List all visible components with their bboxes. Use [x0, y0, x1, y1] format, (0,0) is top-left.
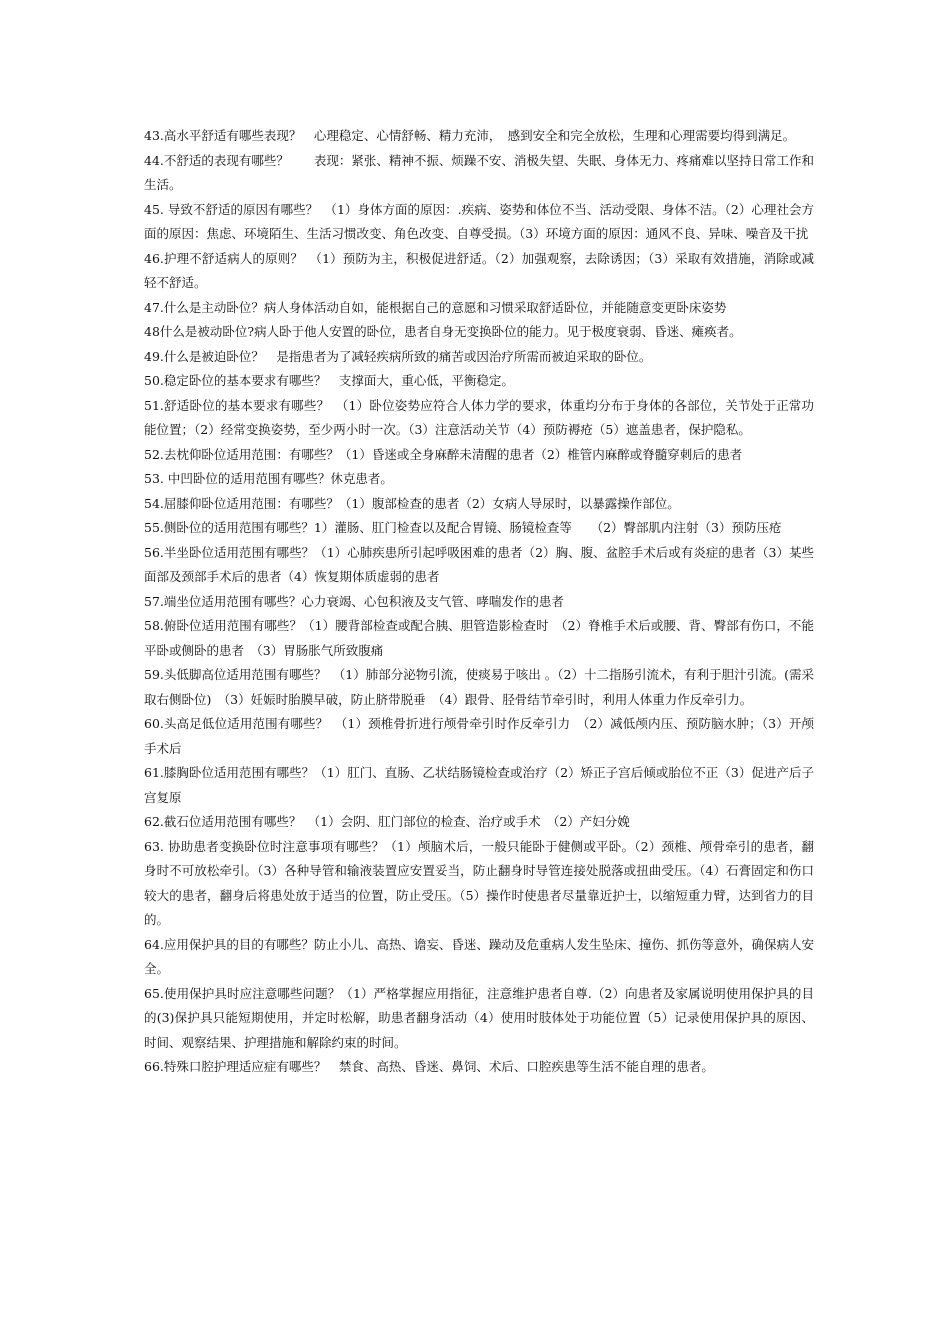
qa-item-54: 54.屈膝仰卧位适用范围：有哪些？（1）腹部检查的患者（2）女病人导尿时，以暴露操作部位。	[144, 495, 680, 511]
qa-item-48: 48什么是被动卧位?病人卧于他人安置的卧位，患者自身无变换卧位的能力。见于极度衰弱、昏迷、瘫痪者。	[144, 324, 742, 339]
qa-item-47: 47.什么是主动卧位？病人身体活动自如，能根据自己的意愿和习惯采取舒适卧位，并能随意变更卧床姿势	[144, 299, 727, 315]
qa-item-63: 63. 协助患者变换卧位时注意事项有哪些？（1）颅脑术后，一般只能卧于健侧或平卧。（2）颈椎、颅骨牵引的患者，翻身时不可放松牵引。（3）各种导管和输液装置应安置妥当，防止翻身时导管连接处脱落或扭曲受压。（4）石膏固定和伤口较大的患者，翻身后将患处放于适当的位置，防止受压。（5）操作时使患者尽量靠近护士，以缩短重力臂，达到省力的目的。	[144, 838, 814, 927]
qa-item-43: 43.高水平舒适有哪些表现？ 心理稳定、心情舒畅、精力充沛， 感到安全和完全放松，生理和心理需要均得到满足。	[144, 128, 796, 143]
qa-item-65: 65.使用保护具时应注意哪些问题？（1）严格掌握应用指征，注意维护患者自尊.（2）向患者及家属说明使用保护具的目的(3)保护具只能短期使用，并定时松解，助患者翻身活动（4）使用时肢体处于功能位置（5）记录使用保护具的原因、时间、观察结果、护理措施和解除约束的时间。	[144, 985, 814, 1050]
qa-item-53: 53. 中凹卧位的适用范围有哪些？休克患者。	[144, 471, 393, 486]
qa-item-55: 55.侧卧位的适用范围有哪些？1）灌肠、肛门检查以及配合胃镜、肠镜检查等 （2）臀部肌内注射（3）预防压疮	[144, 520, 782, 535]
qa-item-62: 62.截石位适用范围有哪些？ （1）会阴、肛门部位的检查、治疗或手术 （2）产妇分娩	[144, 814, 630, 829]
qa-item-58: 58.俯卧位适用范围有哪些？（1）腰背部检查或配合胰、胆管造影检查时 （2）脊椎手术后或腰、背、臀部有伤口，不能平卧或侧卧的患者 （3）胃肠胀气所致腹痛	[144, 618, 814, 658]
qa-item-66: 66.特殊口腔护理适应症有哪些？ 禁食、高热、昏迷、鼻饲、术后、口腔疾患等生活不能自理的患者。	[144, 1059, 714, 1074]
qa-item-60: 60.头高足低位适用范围有哪些？ （1）颈椎骨折进行颅骨牵引时作反牵引力 （2）减低颅内压、预防脑水肿；（3）开颅手术后	[144, 716, 814, 756]
qa-item-51: 51.舒适卧位的基本要求有哪些？ （1）卧位姿势应符合人体力学的要求，体重均分布于身体的各部位，关节处于正常功能位置；（2）经常变换姿势，至少两小时一次。（3）注意活动关节（4）预防褥疮（5）遮盖患者，保护隐私。	[144, 397, 814, 437]
qa-item-46: 46.护理不舒适病人的原则？ （1）预防为主，积极促进舒适。（2）加强观察，去除诱因；（3）采取有效措施，消除或减轻不舒适。	[144, 250, 814, 290]
qa-item-59: 59.头低脚高位适用范围有哪些？ （1）肺部分泌物引流，使痰易于咳出 。（2）十二指肠引流术，有利于胆汁引流。(需采取右侧卧位) （3）妊娠时胎膜早破，防止脐带脱垂 （4）跟骨、胫骨结节牵引时，利用人体重力作反牵引力。	[144, 667, 814, 707]
qa-item-56: 56.半坐卧位适用范围有哪些？（1）心肺疾患所引起呼吸困难的患者（2）胸、腹、盆腔手术后或有炎症的患者（3）某些面部及颈部手术后的患者（4）恢复期体质虚弱的患者	[144, 544, 814, 584]
qa-item-45: 45. 导致不舒适的原因有哪些？ （1）身体方面的原因：.疾病、姿势和体位不当、活动受限、身体不洁。（2）心理社会方面的原因：焦虑、环境陌生、生活习惯改变、角色改变、自尊受损。（3）环境方面的原因：通风不良、异味、噪音及干扰	[144, 201, 814, 241]
document-body	[144, 124, 814, 1080]
qa-item-50: 50.稳定卧位的基本要求有哪些？ 支撑面大，重心低，平衡稳定。	[144, 373, 514, 388]
qa-item-57: 57.端坐位适用范围有哪些？心力衰竭、心包积液及支气管、哮喘发作的患者	[144, 593, 564, 609]
qa-item-49: 49.什么是被迫卧位？ 是指患者为了减轻疾病所致的痛苦或因治疗所需而被迫采取的卧位。	[144, 348, 652, 364]
qa-item-44: 44.不舒适的表现有哪些？ 表现：紧张、精神不振、烦躁不安、消极失望、失眠、身体无力、疼痛难以坚持日常工作和生活。	[144, 152, 814, 192]
qa-item-64: 64.应用保护具的目的有哪些？防止小儿、高热、谵妄、昏迷、躁动及危重病人发生坠床、撞伤、抓伤等意外，确保病人安全。	[144, 936, 814, 976]
qa-item-52: 52.去枕仰卧位适用范围：有哪些？（1）昏迷或全身麻醉未清醒的患者（2）椎管内麻醉或脊髓穿刺后的患者	[144, 446, 743, 462]
qa-item-61: 61.膝胸卧位适用范围有哪些？（1）肛门、直肠、乙状结肠镜检查或治疗（2）矫正子宫后倾或胎位不正（3）促进产后子宫复原	[144, 765, 814, 805]
